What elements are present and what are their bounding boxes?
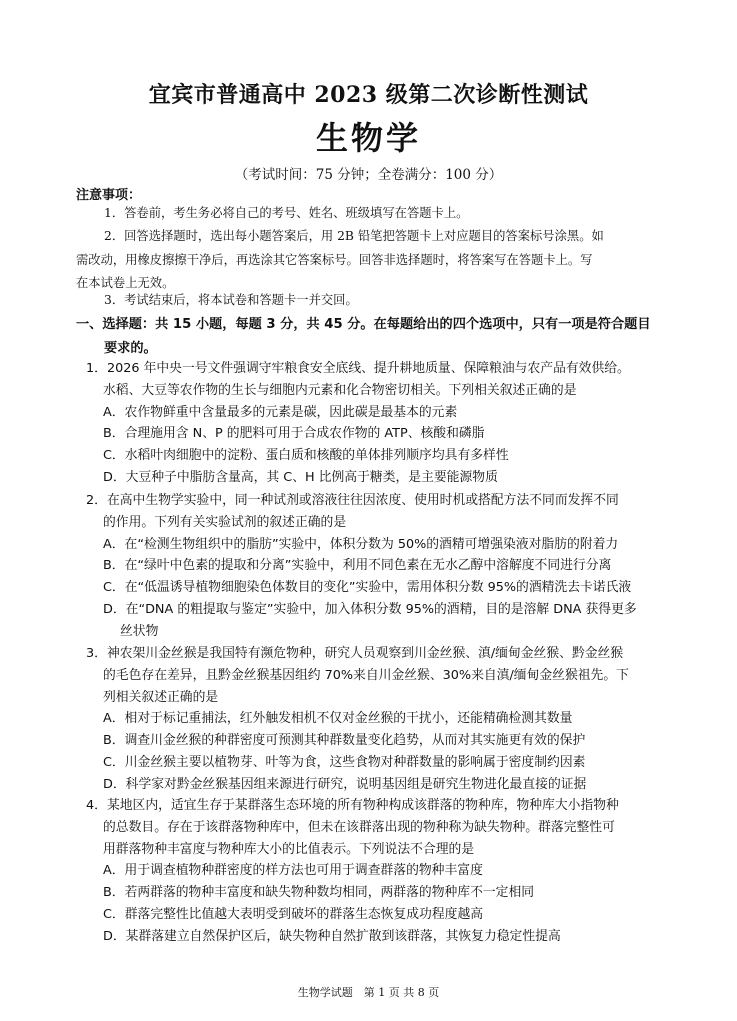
option-c: C．川金丝猴主要以植物芽、叶等为食，这些食物对种群数量的影响属于密度制约因素 (103, 754, 586, 770)
question-stem: 的作用。下列有关实验试剂的叙述正确的是 (103, 514, 347, 530)
notice-item-3: 3．考试结束后，将本试卷和答题卡一并交回。 (104, 293, 358, 307)
question-4 (86, 795, 619, 948)
question-stem: 用群落物种丰富度与物种库大小的比值表示。下列说法不合理的是 (103, 841, 475, 857)
option-d-continued: 丝状物 (120, 623, 159, 639)
option-c: C．群落完整性比值越大表明受到破坏的群落生态恢复成功程度越高 (103, 906, 484, 922)
option-d: D．科学家对黔金丝猴基因组来源进行研究，说明基因组是研究生物进化最直接的证据 (103, 776, 587, 792)
question-stem: 的总数目。存在于该群落物种库中，但未在该群落出现的物种称为缺失物种。群落完整性可 (103, 819, 615, 835)
section-heading: 一、选择题：共 15 小题，每题 3 分，共 45 分。在每题给出的四个选项中，只有一项是符合题目 要求的。 (76, 317, 651, 356)
page-footer: 生物学试题 第 1 页 共 8 页 (297, 986, 440, 999)
option-d: D．大豆种子中脂肪含量高，其 C、H 比例高于糖类，是主要能源物质 (103, 469, 498, 485)
question-2 (86, 490, 637, 643)
option-c: C．水稻叶肉细胞中的淀粉、蛋白质和核酸的单体排列顺序均具有多样性 (103, 448, 509, 464)
option-a: A．用于调查植物种群密度的样方法也可用于调查群落的物种丰富度 (103, 863, 483, 879)
option-a: A．相对于标记重捕法，红外触发相机不仅对金丝猴的干扰小，还能精确检测其数量 (103, 711, 573, 727)
exam-info: （考试时间：75 分钟；全卷满分：100 分） (234, 167, 503, 183)
option-a: A．在“检测生物组织中的脂肪”实验中，体积分数为 50%的酒精可增强染液对脂肪的附着力 (103, 536, 619, 552)
notice-item-2: 2．回答选择题时，选出每小题答案后，用 2B 铅笔把答题卡上对应题目的答案标号涂黑。如 需改动，用橡皮擦擦干净后，再选涂其它答案标号。回答非选择题时，将答案写在答题卡上。写 在本试卷上无效。 (76, 229, 604, 290)
option-d: D．某群落建立自然保护区后，缺失物种自然扩散到该群落，其恢复力稳定性提高 (103, 928, 561, 944)
question-stem: 列相关叙述正确的是 (103, 689, 219, 705)
option-b: B．在“绿叶中色素的提取和分离”实验中，利用不同色素在无水乙醇中溶解度不同进行分离 (103, 558, 612, 574)
question-stem: 3．神农架川金丝猴是我国特有濒危物种，研究人员观察到川金丝猴、滇/缅甸金丝猴、黔金丝猴 (86, 646, 624, 661)
question-stem: 4．某地区内，适宜生存于某群落生态环境的所有物种构成该群落的物种库，物种库大小指物种 (86, 798, 619, 813)
option-b: B．合理施用含 N、P 的肥料可用于合成农作物的 ATP、核酸和磷脂 (103, 426, 485, 442)
question-stem: 的毛色存在差异，且黔金丝猴基因组约 70%来自川金丝猴、30%来自滇/缅甸金丝猴祖先。下 (103, 667, 629, 683)
question-1 (86, 358, 630, 489)
option-d: D．在“DNA 的粗提取与鉴定”实验中，加入体积分数 95%的酒精，目的是溶解 DNA 获得更多 (103, 601, 637, 617)
question-3 (86, 643, 629, 796)
option-c: C．在“低温诱导植物细胞染色体数目的变化”实验中，需用体积分数 95%的酒精洗去卡诺氏液 (103, 580, 632, 596)
notice-heading: 注意事项： (76, 188, 142, 203)
notice-item-1: 1．答卷前，考生务必将自己的考号、姓名、班级填写在答题卡上。 (104, 206, 469, 220)
exam-title: 宜宾市普通高中 2023 级第二次诊断性测试 (148, 82, 589, 108)
subject-title: 生物学 (315, 119, 421, 157)
option-b: B．调查川金丝猴的种群密度可预测其种群数量变化趋势，从而对其实施更有效的保护 (103, 733, 586, 749)
option-b: B．若两群落的物种丰富度和缺失物种数均相同，两群落的物种库不一定相同 (103, 885, 535, 901)
question-stem: 水稻、大豆等农作物的生长与细胞内元素和化合物密切相关。下列相关叙述正确的是 (103, 382, 577, 398)
option-a: A．农作物鲜重中含量最多的元素是碳，因此碳是最基本的元素 (103, 404, 458, 420)
question-stem: 2．在高中生物学实验中，同一种试剂或溶液往往因浓度、使用时机或搭配方法不同而发挥不同 (86, 493, 619, 508)
question-stem: 1．2026 年中央一号文件强调守牢粮食安全底线、提升耕地质量、保障粮油与农产品有效供给。 (86, 361, 630, 376)
